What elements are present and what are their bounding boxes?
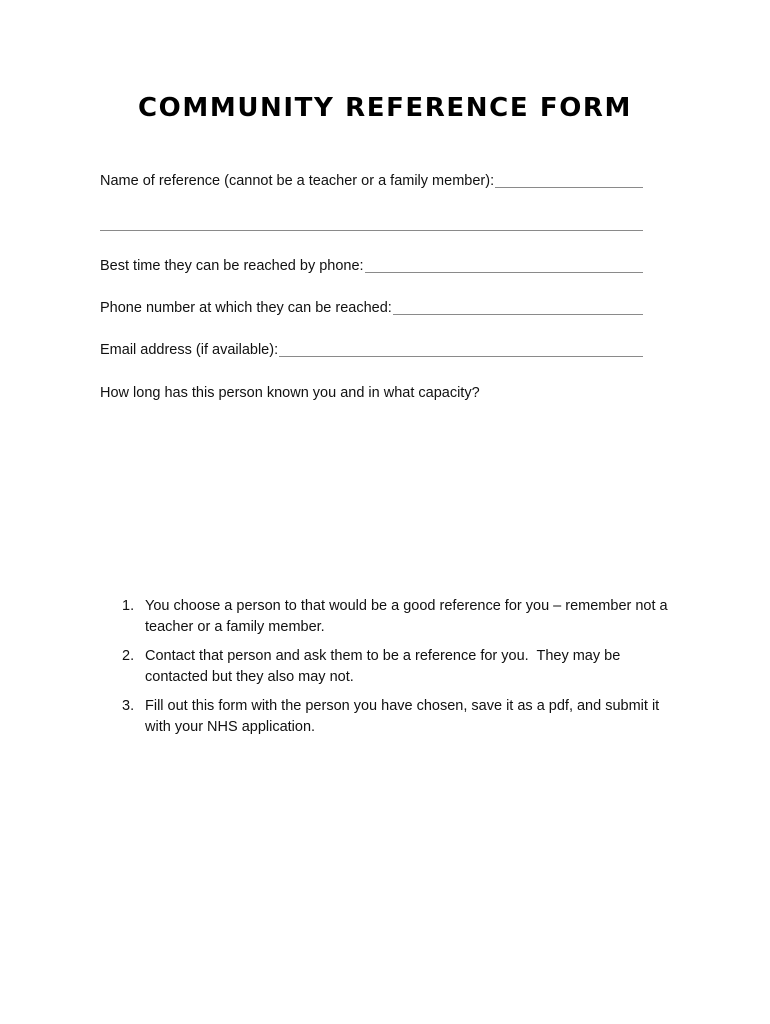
reference-name-continuation-line[interactable] <box>100 230 643 231</box>
instruction-number: 1. <box>122 598 135 614</box>
reference-name-input-line[interactable] <box>495 173 643 188</box>
best-time-input-line[interactable] <box>365 258 643 273</box>
best-time-label: Best time they can be reached by phone: <box>100 258 364 274</box>
instruction-number: 3. <box>122 698 135 714</box>
instruction-item <box>122 596 682 638</box>
email-field <box>100 341 643 359</box>
phone-number-label: Phone number at which they can be reached: <box>100 300 392 316</box>
instruction-text: Fill out this form with the person you have chosen, save it as a pdf, and submit it with your NHS application. <box>145 698 664 735</box>
email-input-line[interactable] <box>279 342 643 357</box>
reference-name-label: Name of reference (cannot be a teacher or a family member): <box>100 173 495 189</box>
instruction-number: 2. <box>122 648 135 664</box>
relationship-question: How long has this person known you and in what capacity? <box>100 385 480 401</box>
best-time-field <box>100 257 643 275</box>
email-label: Email address (if available): <box>100 342 279 358</box>
page-title: COMMUNITY REFERENCE FORM <box>138 93 632 123</box>
instructions-list <box>122 596 682 746</box>
instruction-item <box>122 646 682 688</box>
instruction-item <box>122 696 682 738</box>
reference-name-field <box>100 172 643 190</box>
instruction-text: Contact that person and ask them to be a reference for you. They may be contacted but they also may not. <box>145 648 625 685</box>
phone-number-field <box>100 299 643 317</box>
phone-number-input-line[interactable] <box>393 300 643 315</box>
instruction-text: You choose a person to that would be a good reference for you – remember not a teacher or a family member. <box>145 598 672 635</box>
